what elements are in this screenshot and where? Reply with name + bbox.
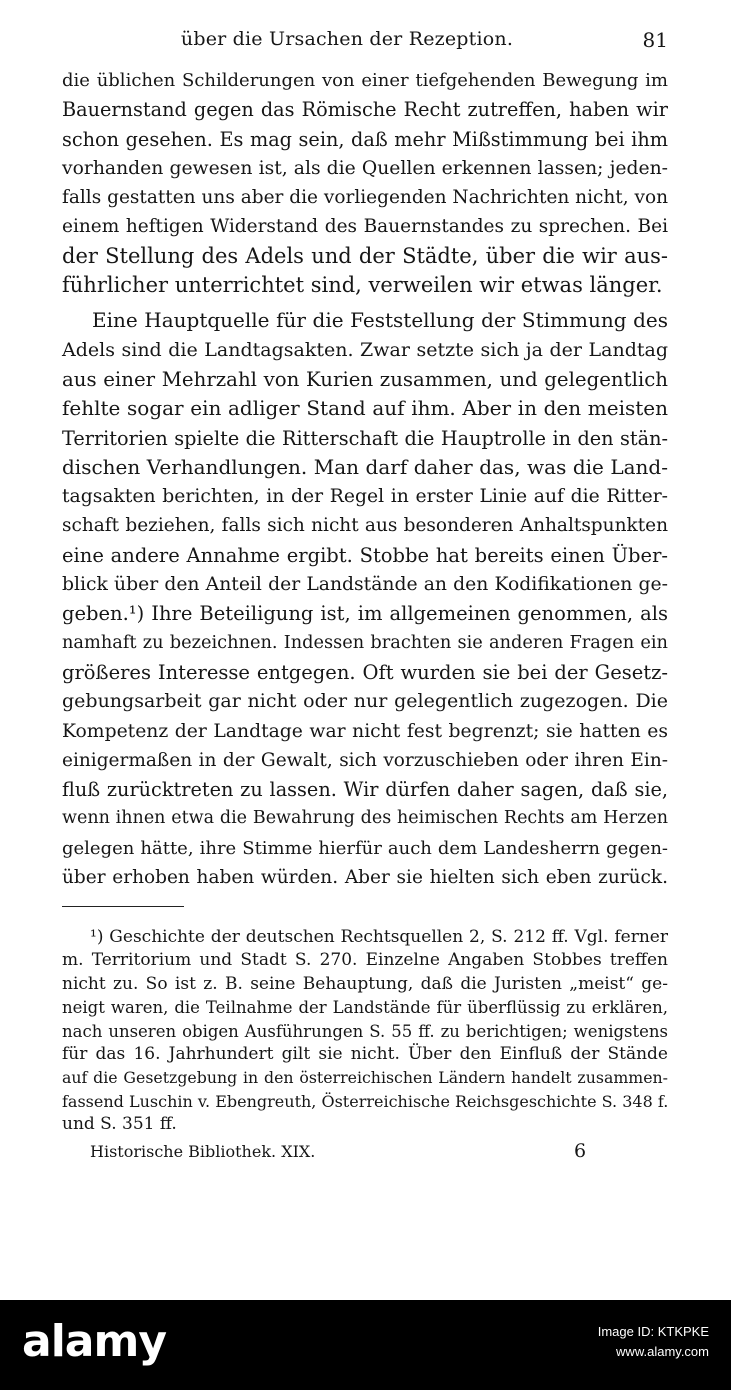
text-line: gelegen hätte, ihre Stimme hierfür auch dem Landesherrn gegen- <box>62 837 668 859</box>
text-line: die üblichen Schilderungen von einer tiefgehenden Bewegung im <box>62 70 668 91</box>
footnote-line: auf die Gesetzgebung in den österreichischen Ländern handelt zusammen- <box>62 1068 668 1088</box>
text-line: über erhoben haben würden. Aber sie hielten sich eben zurück. <box>62 867 668 889</box>
footnote-line: ¹) Geschichte der deutschen Rechtsquellen 2, S. 212 ff. Vgl. ferner <box>90 927 668 947</box>
text-line: blick über den Anteil der Landstände an den Kodifikationen ge- <box>62 574 668 596</box>
page-number: 81 <box>642 28 668 52</box>
text-line: geben.¹) Ihre Beteiligung ist, im allgemeinen genommen, als <box>62 602 668 626</box>
alamy-logo: alamy <box>22 1316 166 1367</box>
text-line: fluß zurücktreten zu lassen. Wir dürfen daher sagen, daß sie, <box>62 778 668 802</box>
text-line: fehlte sogar ein adliger Stand auf ihm. Aber in den meisten <box>62 396 668 421</box>
signature-mark: 6 <box>574 1140 587 1162</box>
text-line: gebungsarbeit gar nicht oder nur gelegentlich zugezogen. Die <box>62 690 668 713</box>
text-line: Adels sind die Landtagsakten. Zwar setzte sich ja der Landtag <box>62 338 668 361</box>
text-line: schaft beziehen, falls sich nicht aus besonderen Anhaltspunkten <box>62 515 668 537</box>
text-line: Territorien spielte die Ritterschaft die Hauptrolle in den stän- <box>62 426 668 450</box>
site-url-text: www.alamy.com <box>616 1344 709 1359</box>
footnote-line: neigt waren, die Teilnahme der Landstände für überflüssig zu erklären, <box>62 998 668 1018</box>
text-line: Eine Hauptquelle für die Feststellung der Stimmung des <box>92 308 668 333</box>
text-line: eine andere Annahme ergibt. Stobbe hat bereits einen Über- <box>62 543 668 567</box>
footnote <box>62 926 668 1137</box>
footnote-line: fassend Luschin v. Ebengreuth, Österreichische Reichsgeschichte S. 348 f. <box>62 1091 669 1111</box>
page-footer <box>62 1142 668 1166</box>
text-line: tagsakten berichten, in der Regel in erster Linie auf die Ritter- <box>62 486 668 508</box>
text-line: der Stellung des Adels und der Städte, über die wir aus- <box>62 243 668 268</box>
paragraph-2 <box>62 306 668 892</box>
footnote-line: nicht zu. So ist z. B. seine Behauptung, daß die Juristen „meist“ ge- <box>62 973 668 994</box>
text-line: größeres Interesse entgegen. Oft wurden sie bei der Gesetz- <box>62 660 668 684</box>
text-line: führlicher unterrichtet sind, verweilen wir etwas länger. <box>62 273 663 298</box>
paragraph-1 <box>62 66 668 300</box>
text-line: einem heftigen Widerstand des Bauernstandes zu sprechen. Bei <box>62 216 668 238</box>
text-line: vorhanden gewesen ist, als die Quellen erkennen lassen; jeden- <box>62 157 668 179</box>
image-id-block <box>598 1322 709 1362</box>
text-line: namhaft zu bezeichnen. Indessen brachten sie anderen Fragen ein <box>62 632 668 653</box>
footnote-line: für das 16. Jahrhundert gilt sie nicht. Über den Einfluß der Stände <box>62 1043 668 1064</box>
footnote-line: m. Territorium und Stadt S. 270. Einzelne Angaben Stobbes treffen <box>62 950 668 971</box>
running-title: über die Ursachen der Rezeption. <box>180 28 514 50</box>
text-line: schon gesehen. Es mag sein, daß mehr Mißstimmung bei ihm <box>62 127 668 151</box>
watermark-bar <box>0 1300 731 1390</box>
footnote-line: und S. 351 ff. <box>62 1114 177 1135</box>
footnote-rule <box>62 906 184 907</box>
text-line: aus einer Mehrzahl von Kurien zusammen, und gelegentlich <box>62 367 668 391</box>
text-line: falls gestatten uns aber die vorliegenden Nachrichten nicht, von <box>62 187 668 209</box>
image-id-text: Image ID: KTKPKE <box>597 1324 709 1339</box>
text-line: Kompetenz der Landtage war nicht fest begrenzt; sie hatten es <box>62 720 668 742</box>
series-title: Historische Bibliothek. XIX. <box>90 1142 316 1161</box>
footnote-line: nach unseren obigen Ausführungen S. 55 ff. zu berichtigen; wenigstens <box>62 1021 668 1041</box>
text-line: einigermaßen in der Gewalt, sich vorzuschieben oder ihren Ein- <box>62 749 668 771</box>
page-header <box>62 28 668 54</box>
text-line: wenn ihnen etwa die Bewahrung des heimischen Rechts am Herzen <box>62 808 668 829</box>
main-text <box>62 66 668 892</box>
text-line: dischen Verhandlungen. Man darf daher das, was die Land- <box>62 454 668 479</box>
text-line: Bauernstand gegen das Römische Recht zutreffen, haben wir <box>62 98 668 122</box>
